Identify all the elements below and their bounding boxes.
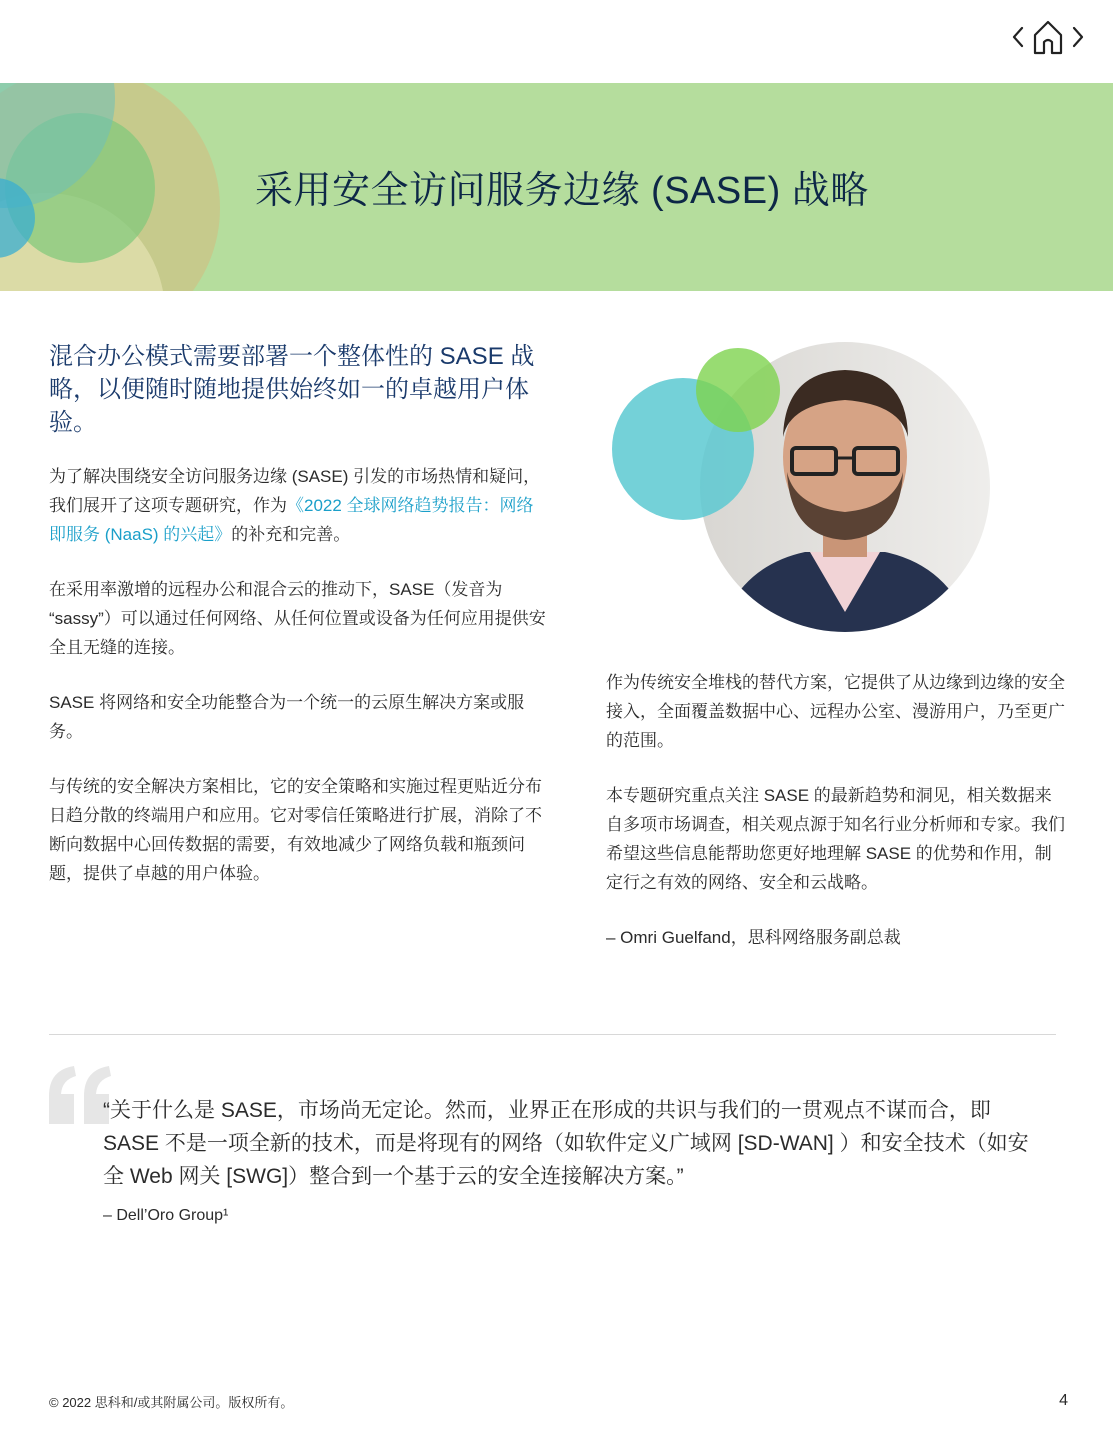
right-column <box>606 668 1066 948</box>
intro-text-after: 的补充和完善。 <box>231 525 351 544</box>
home-icon <box>1031 18 1065 56</box>
home-button[interactable] <box>1031 18 1065 56</box>
paragraph: SASE 将网络和安全功能整合为一个统一的云原生解决方案或服务。 <box>49 693 525 741</box>
pull-quote: “关于什么是 SASE，市场尚无定论。然而，业界正在形成的共识与我们的一贯观点不谋而合，即 SASE 不是一项全新的技术，而是将现有的网络（如软件定义广域网 [SD-WAN] ）和安全技术（如安全 Web 网关 [SWG]）整合到一个基于云的安全连接解决方案。” <box>103 1099 1029 1188</box>
section-headline: 混合办公模式需要部署一个整体性的 SASE 战略，以便随时随地提供始终如一的卓越用户体验。 <box>49 343 535 436</box>
copyright-notice: © 2022 思科和/或其附属公司。版权所有。 <box>49 1395 294 1410</box>
page-number: 4 <box>1059 1392 1068 1409</box>
next-page-button[interactable] <box>1069 22 1087 52</box>
page-title: 采用安全访问服务边缘 (SASE) 战略 <box>255 170 869 212</box>
section-divider <box>49 1034 1056 1035</box>
previous-page-button[interactable] <box>1009 22 1027 52</box>
intro-paragraph <box>49 462 549 549</box>
page-navigation <box>1009 18 1087 56</box>
title-banner <box>0 83 1113 291</box>
paragraph: 作为传统安全堆栈的替代方案，它提供了从边缘到边缘的安全接入，全面覆盖数据中心、远程办公室、漫游用户，乃至更广的范围。 <box>606 673 1065 750</box>
portrait-image <box>605 312 1045 642</box>
chevron-right-icon <box>1069 22 1087 52</box>
chevron-left-icon <box>1009 22 1027 52</box>
intro-text-before: 为了解决围绕安全访问服务边缘 (SASE) 引发的市场热情和疑问，我们展开了这项专题研究，作为 <box>49 467 541 515</box>
report-link[interactable]: 《2022 全球网络趋势报告：网络即服务 (NaaS) 的兴起》 <box>49 496 534 544</box>
paragraph: 与传统的安全解决方案相比，它的安全策略和实施过程更贴近分布日趋分散的终端用户和应用。它对零信任策略进行扩展，消除了不断向数据中心回传数据的需要，有效地减少了网络负载和瓶颈问题，提供了卓越的用户体验。 <box>49 777 542 883</box>
left-column <box>49 340 549 914</box>
paragraph: 在采用率激增的远程办公和混合云的推动下，SASE（发音为 “sassy”）可以通过任何网络、从任何位置或设备为任何应用提供安全且无缝的连接。 <box>49 580 546 657</box>
quote-source: – Dell’Oro Group¹ <box>103 1207 229 1224</box>
paragraph: 本专题研究重点关注 SASE 的最新趋势和洞见，相关数据来自多项市场调查，相关观点源于知名行业分析师和专家。我们希望这些信息能帮助您更好地理解 SASE 的优势和作用，制定行之有效的网络、安全和云战略。 <box>606 786 1065 892</box>
quote-attribution: – Omri Guelfand，思科网络服务副总裁 <box>606 928 901 947</box>
